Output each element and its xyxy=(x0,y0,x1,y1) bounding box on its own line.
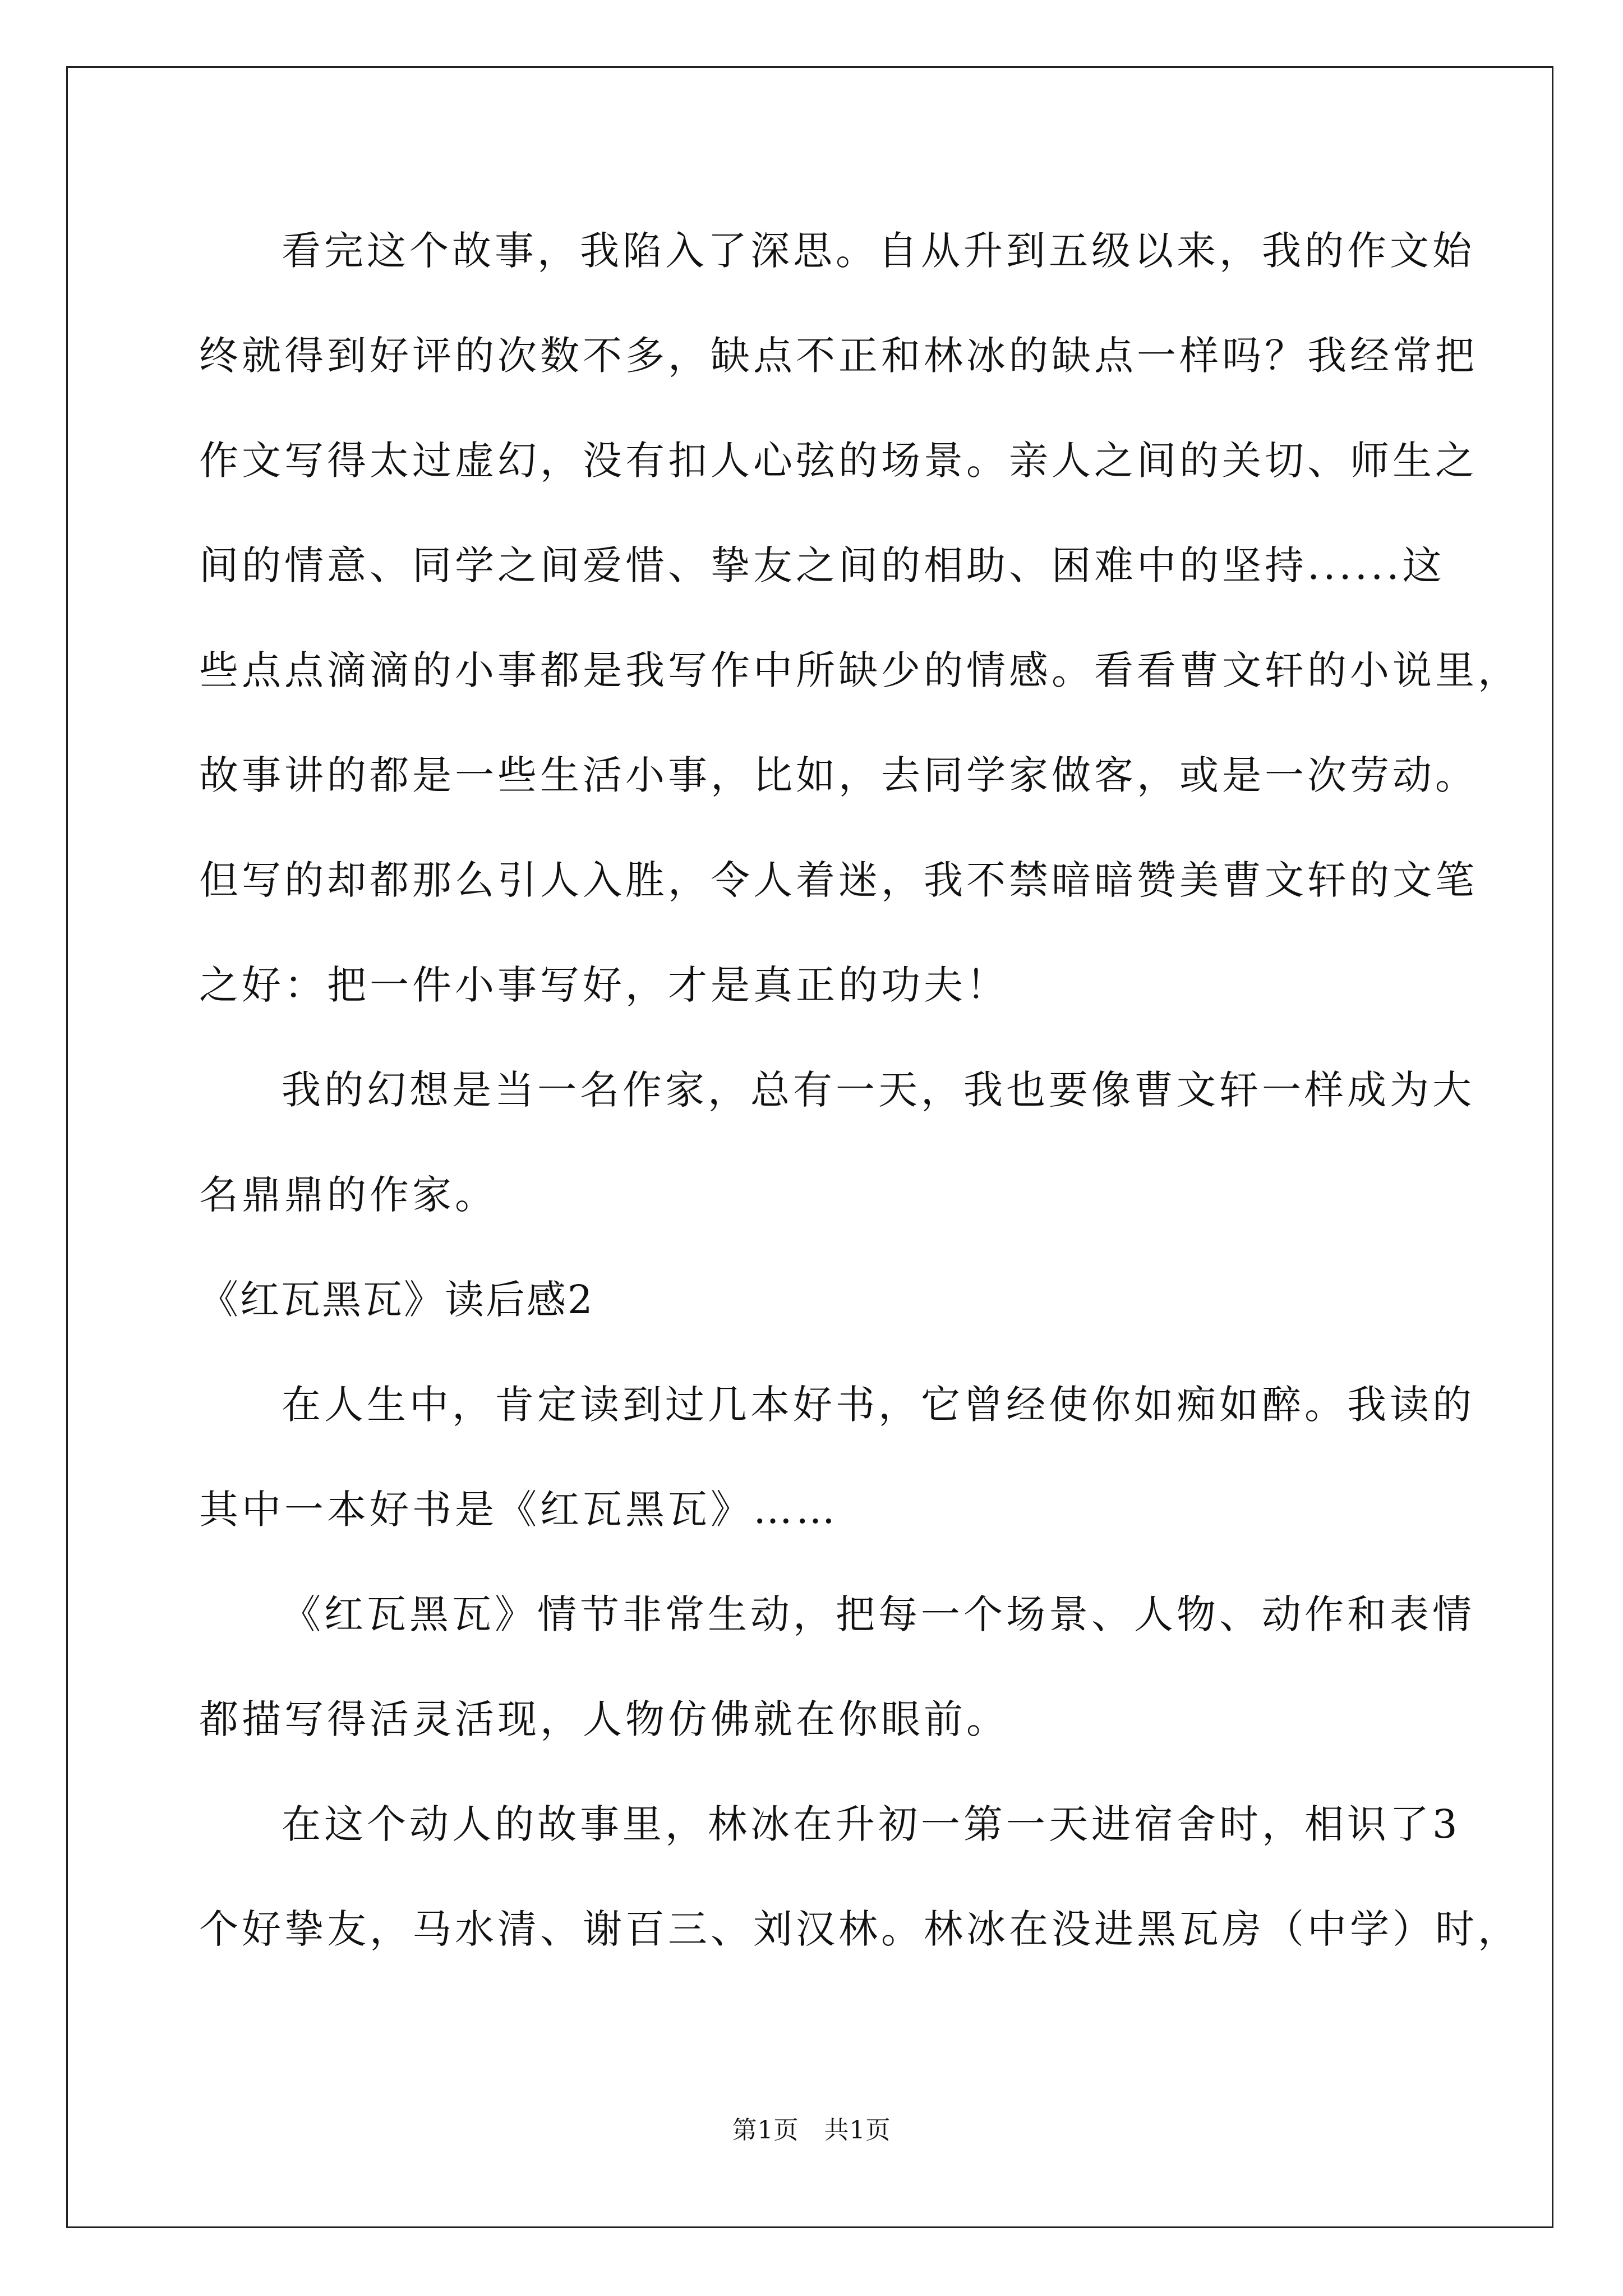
paragraph-5-line-1: 在这个动人的故事里，林冰在升初一第一天进宿舍时，相识了3 xyxy=(282,1801,1461,1847)
paragraph-2-line-2: 名鼎鼎的作家。 xyxy=(199,1172,497,1218)
paragraph-1-line-7: 但写的却都那么引人入胜，令人着迷，我不禁暗暗赞美曹文轩的文笔 xyxy=(199,857,1478,903)
page-footer: 第1页 共1页 xyxy=(732,2116,891,2145)
paragraph-1-line-2: 终就得到好评的次数不多，缺点不正和林冰的缺点一样吗？我经常把 xyxy=(199,333,1478,379)
paragraph-3-line-1: 在人生中，肯定读到过几本好书，它曾经使你如痴如醉。我读的 xyxy=(282,1382,1475,1428)
paragraph-4-line-1: 《红瓦黑瓦》情节非常生动，把每一个场景、人物、动作和表情 xyxy=(282,1591,1475,1637)
paragraph-4-line-2: 都描写得活灵活现，人物仿佛就在你眼前。 xyxy=(199,1696,1009,1742)
paragraph-1-line-1: 看完这个故事，我陷入了深思。自从升到五级以来，我的作文始 xyxy=(282,228,1475,274)
paragraph-1-line-5: 些点点滴滴的小事都是我写作中所缺少的情感。看看曹文轩的小说里， xyxy=(199,647,1520,693)
paragraph-2-line-1: 我的幻想是当一名作家，总有一天，我也要像曹文轩一样成为大 xyxy=(282,1067,1475,1113)
paragraph-1-line-4: 间的情意、同学之间爱惜、挚友之间的相助、困难中的坚持......这 xyxy=(199,542,1445,588)
paragraph-3-line-2: 其中一本好书是《红瓦黑瓦》…… xyxy=(199,1487,838,1533)
section-heading: 《红瓦黑瓦》读后感2 xyxy=(199,1277,594,1323)
paragraph-1-line-8: 之好：把一件小事写好，才是真正的功夫！ xyxy=(199,962,1009,1008)
paragraph-5-line-2: 个好挚友，马水清、谢百三、刘汉林。林冰在没进黑瓦房（中学）时， xyxy=(199,1906,1520,1952)
paragraph-1-line-3: 作文写得太过虚幻，没有扣人心弦的场景。亲人之间的关切、师生之 xyxy=(199,438,1478,484)
paragraph-1-line-6: 故事讲的都是一些生活小事，比如，去同学家做客，或是一次劳动。 xyxy=(199,752,1478,798)
